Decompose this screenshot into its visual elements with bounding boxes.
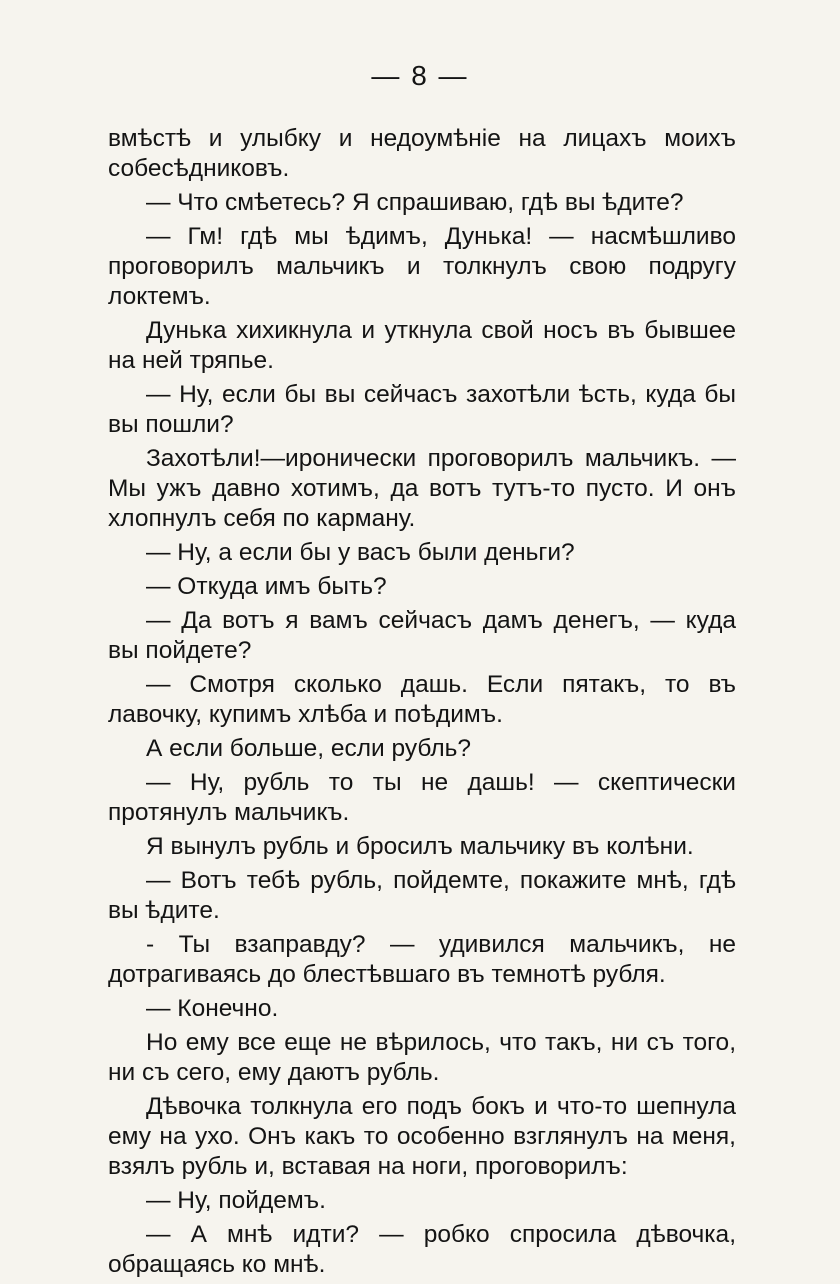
paragraph: — Ну, если бы вы сейчасъ захотѣли ѣсть, куда бы вы пошли? bbox=[108, 381, 736, 438]
page-number: — 8 — bbox=[371, 60, 469, 91]
paragraph: Дунька хихикнула и уткнула свой носъ въ бывшее на ней тряпье. bbox=[108, 317, 736, 374]
paragraph: — Ну, рубль то ты не дашь! — скептически протянулъ мальчикъ. bbox=[108, 769, 736, 826]
paragraph: — Откуда имъ быть? bbox=[146, 573, 387, 600]
paragraph: — Конечно. bbox=[146, 995, 279, 1022]
paragraph: — Вотъ тебѣ рубль, пойдемте, покажите мнѣ, гдѣ вы ѣдите. bbox=[108, 867, 736, 924]
paragraph: Я вынулъ рубль и бросилъ мальчику въ колѣни. bbox=[146, 833, 694, 860]
paragraph: Дѣвочка толкнула его подъ бокъ и что-то шепнула ему на ухо. Онъ какъ то особенно взглянулъ на меня, взялъ рубль и, вставая на ноги, проговорилъ: bbox=[108, 1093, 736, 1180]
paragraph: Захотѣли!—иронически проговорилъ мальчикъ. —Мы ужъ давно хотимъ, да вотъ тутъ-то пусто. И онъ хлопнулъ себя по карману. bbox=[108, 445, 736, 532]
paragraph: — Да вотъ я вамъ сейчасъ дамъ денегъ, — куда вы пойдете? bbox=[108, 607, 736, 664]
body-text bbox=[108, 124, 736, 1284]
paragraph: - Ты взаправду? — удивился мальчикъ, не дотрагиваясь до блестѣвшаго въ темнотѣ рубля. bbox=[108, 931, 736, 988]
paragraph: — Что смѣетесь? Я спрашиваю, гдѣ вы ѣдите? bbox=[146, 189, 684, 216]
paragraph: вмѣстѣ и улыбку и недоумѣніе на лицахъ моихъ собесѣдниковъ. bbox=[108, 125, 736, 182]
paragraph: — Гм! гдѣ мы ѣдимъ, Дунька! — насмѣшливо проговорилъ мальчикъ и толкнулъ свою подругу локтемъ. bbox=[108, 223, 736, 310]
paragraph: — Ну, пойдемъ. bbox=[146, 1187, 326, 1214]
paragraph: — Смотря сколько дашь. Если пятакъ, то въ лавочку, купимъ хлѣба и поѣдимъ. bbox=[108, 671, 736, 728]
paragraph: — А мнѣ идти? — робко спросила дѣвочка, обращаясь ко мнѣ. bbox=[108, 1221, 736, 1278]
paragraph: Но ему все еще не вѣрилось, что такъ, ни съ того, ни съ сего, ему даютъ рубль. bbox=[108, 1029, 736, 1086]
paragraph: А если больше, если рубль? bbox=[146, 735, 472, 762]
paragraph: — Ну, а если бы у васъ были деньги? bbox=[146, 539, 575, 566]
